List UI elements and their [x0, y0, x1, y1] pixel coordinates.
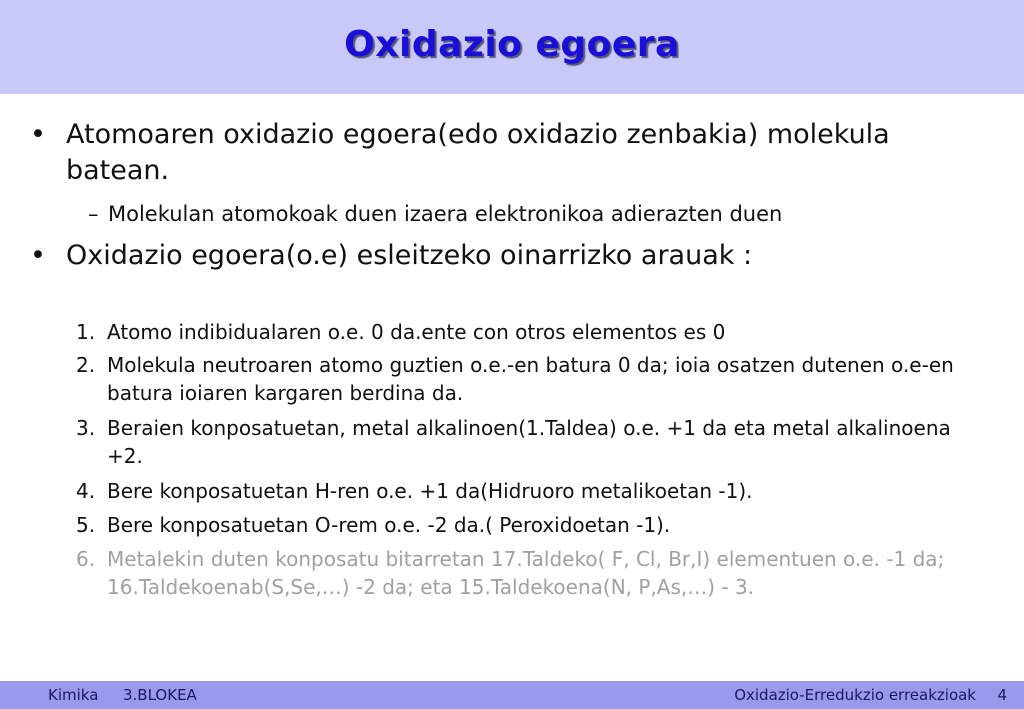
footer-page-number: 4 — [997, 686, 1007, 704]
slide-title: Oxidazio egoera — [344, 24, 680, 65]
rule-text: Bere konposatuetan O-rem o.e. -2 da.( Peroxidoetan -1). — [107, 513, 671, 537]
bullet-marker: • — [30, 240, 46, 271]
rule-text: Metalekin duten konposatu bitarretan 17.Taldeko( F, Cl, Br,I) elementuen o.e. -1 da; 16.Taldekoenab(S,Se,…) -2 da; eta 15.Taldekoena(N, P,As,…) - 3. — [107, 547, 945, 599]
rule-number: 2. — [76, 353, 96, 377]
bullet-text: Oxidazio egoera(o.e) esleitzeko oinarrizko arauak : — [66, 240, 753, 271]
footer-subject: Kimika — [48, 686, 99, 704]
rule-number: 6. — [76, 547, 96, 571]
rule-number: 3. — [76, 416, 96, 440]
rule-text: Atomo indibidualaren o.e. 0 da.ente con otros elementos es 0 — [107, 320, 726, 344]
rule-text: Molekula neutroaren atomo guztien o.e.-en batura 0 da; ioia osatzen dutenen o.e-en batura ioiaren kargaren berdina da. — [107, 353, 954, 405]
sub-bullet-marker: – — [88, 202, 99, 226]
sub-bullet-text: Molekulan atomokoak duen izaera elektronikoa adierazten duen — [108, 202, 783, 226]
bullet-marker: • — [30, 119, 46, 150]
rule-number: 1. — [76, 320, 96, 344]
rule-number: 4. — [76, 479, 96, 503]
footer-bar — [0, 681, 1024, 709]
footer-topic: Oxidazio-Erredukzio erreakzioak — [734, 686, 976, 704]
bullet-text: Atomoaren oxidazio egoera(edo oxidazio zenbakia) molekula batean. — [66, 119, 890, 186]
rule-text: Bere konposatuetan H-ren o.e. +1 da(Hidruoro metalikoetan -1). — [107, 479, 753, 503]
rule-text: Beraien konposatuetan, metal alkalinoen(1.Taldea) o.e. +1 da eta metal alkalinoena +2. — [107, 416, 951, 468]
footer-block: 3.BLOKEA — [123, 686, 197, 704]
rule-number: 5. — [76, 513, 96, 537]
